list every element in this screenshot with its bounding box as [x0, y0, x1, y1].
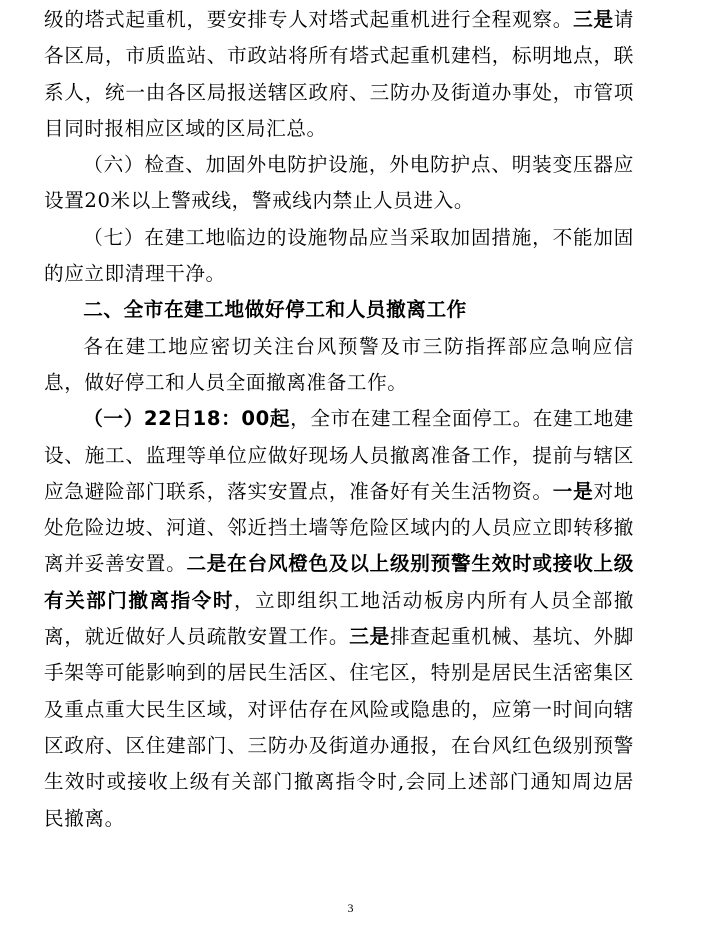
section-heading-two: 二、全市在建工地做好停工和人员撤离工作	[83, 298, 467, 322]
bold-time-heading: （一）22日18：00起	[83, 407, 291, 431]
paragraph-text: 请各区局，市质监站、市政站将所有塔式起重机建档，标明地点，联系人，统一由各区局报送辖区政府、三防办及街道办事处，市管项目同时报相应区域的区局汇总。	[44, 8, 634, 140]
paragraph-text: 排查起重机械、基坑、外脚手架等可能影响到的居民生活区、住宅区，特别是居民生活密集区及重点重大民生区域，对评估存在风险或隐患的，应第一时间向辖区政府、区住建部门、三防办及街道办通报，在台风红色级别预警生效时或接收上级有关部门撤离指令时,会同上述部门通知周边居民撤离。	[44, 625, 634, 830]
paragraph-text: ，全市在建工程全面停工。在建工地建设、施工、监理等单位应做好现场人员撤离准备工作，提前与辖区应急避险部门联系，落实安置点，准备好有关生活物资。	[44, 407, 634, 503]
bold-marker-third: 三是	[349, 625, 390, 649]
bold-marker-third: 三是	[573, 8, 614, 31]
paragraph-item-six: （六）检查、加固外电防护设施，外电防护点、明装变压器应设置20米以上警戒线，警戒线内禁止人员进入。	[44, 153, 634, 213]
paragraph-text: ，立即组织工地活动板房内所有人员全部撤离，就近做好人员疏散安置工作。	[44, 588, 634, 649]
paragraph-tower-crane-continuation	[44, 2, 634, 147]
paragraph-item-seven: （七）在建工地临边的设施物品应当采取加固措施，不能加固的应立即清理干净。	[44, 225, 634, 286]
bold-marker-second: 二是在台风橙色及以上级别预警生效时或接收上级有关部门撤离指令时	[44, 552, 634, 612]
paragraph-text: 对地处危险边坡、河道、邻近挡土墙等危险区域内的人员应立即转移撤离并妥善安置。	[44, 479, 634, 576]
page-number: 3	[347, 901, 354, 915]
document-body	[44, 2, 634, 837]
bold-marker-first: 一是	[552, 479, 594, 503]
paragraph-text: 级的塔式起重机，要安排专人对塔式起重机进行全程观察。	[44, 8, 574, 31]
paragraph-section-intro: 各在建工地应密切关注台风预警及市三防指挥部应急响应信息，做好停工和人员全面撤离准备工作。	[44, 334, 634, 394]
paragraph-item-one	[44, 401, 634, 837]
